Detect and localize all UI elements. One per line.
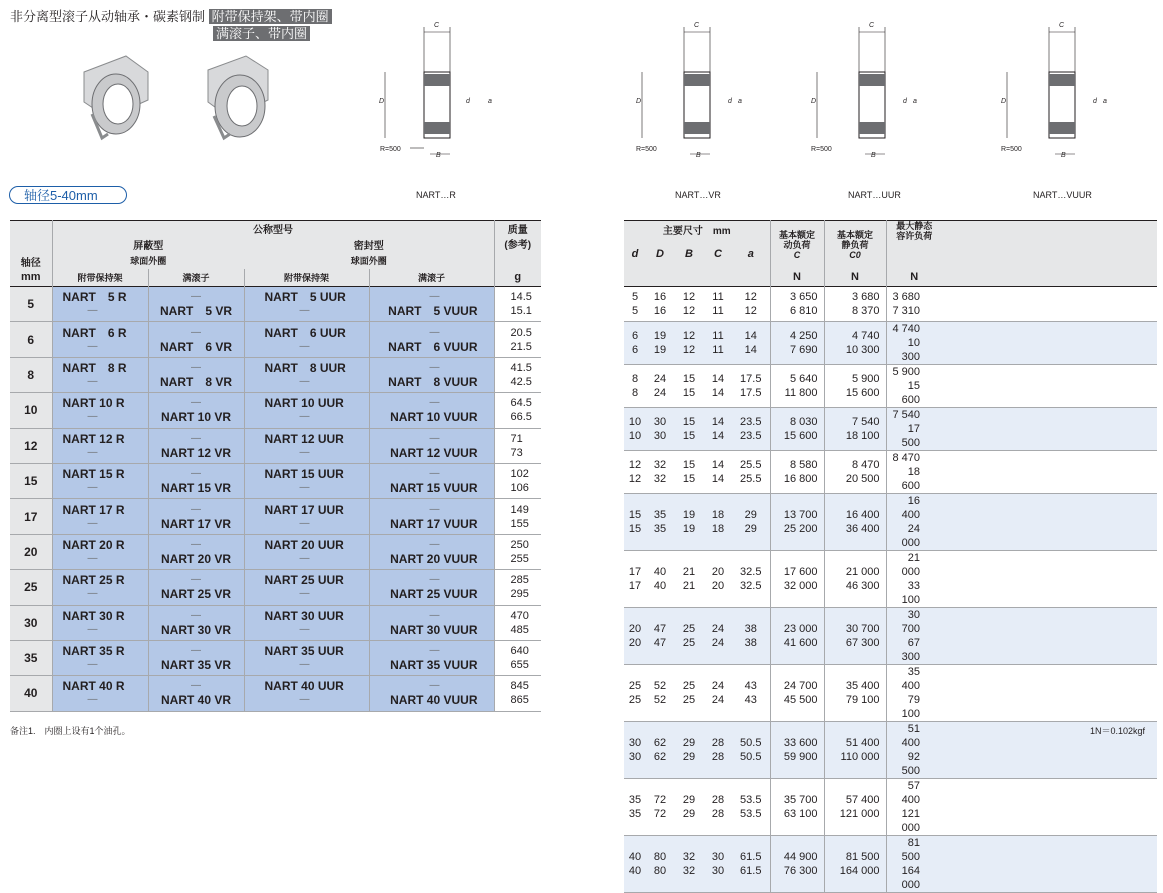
dim-cell: 53.5 53.5 xyxy=(732,779,770,836)
dim-cell: 30 30 xyxy=(646,408,674,451)
dim-cell: 32.5 32.5 xyxy=(732,551,770,608)
model-r: NART 17 R — xyxy=(52,499,148,534)
dim-cell: 23 000 41 600 xyxy=(770,608,824,665)
model-vr: — NART 12 VR xyxy=(148,428,244,463)
dim-cell: 5 640 11 800 xyxy=(770,365,824,408)
dim-cell: 6 6 xyxy=(624,322,646,365)
model-row xyxy=(10,428,541,463)
model-vuur: — NART 5 VUUR xyxy=(369,287,494,322)
model-row xyxy=(10,640,541,675)
model-row xyxy=(10,463,541,498)
dim-cell: 11 11 xyxy=(704,287,732,322)
dim-cell: 4 740 10 300 xyxy=(886,322,942,365)
dim-cell: 57 400 121 000 xyxy=(824,779,886,836)
dim-cell: 25 25 xyxy=(674,665,704,722)
dim-cell: 8 030 15 600 xyxy=(770,408,824,451)
mass: 149 155 xyxy=(494,499,541,534)
dimension-row xyxy=(624,365,1157,408)
dim-cell: 40 40 xyxy=(646,551,674,608)
model-vr: — NART 30 VR xyxy=(148,605,244,640)
dim-letter-b: B xyxy=(1061,152,1066,159)
dim-letter-r: R=500 xyxy=(380,146,401,153)
dim-cell: 50.5 50.5 xyxy=(732,722,770,779)
mass: 470 485 xyxy=(494,605,541,640)
dim-cell: 8 580 16 800 xyxy=(770,451,824,494)
dim-cell: 80 80 xyxy=(646,836,674,893)
model-uur: NART 8 UUR — xyxy=(244,357,369,392)
model-row xyxy=(10,605,541,640)
drawing-label-vr: NART…VR xyxy=(675,190,721,200)
bearing-photo-full xyxy=(200,52,278,142)
model-uur: NART 10 UUR — xyxy=(244,393,369,428)
row-size: 40 xyxy=(10,676,52,711)
dim-letter-d: D xyxy=(379,98,385,105)
model-vuur: — NART 40 VUUR xyxy=(369,676,494,711)
dim-letter-d: D xyxy=(811,98,817,105)
mass: 71 73 xyxy=(494,428,541,463)
dimension-row xyxy=(624,608,1157,665)
dim-cell: 43 43 xyxy=(732,665,770,722)
dim-cell: 24 700 45 500 xyxy=(770,665,824,722)
model-vr: — NART 20 VR xyxy=(148,534,244,569)
model-uur: NART 20 UUR — xyxy=(244,534,369,569)
model-r: NART 6 R — xyxy=(52,322,148,357)
model-uur: NART 30 UUR — xyxy=(244,605,369,640)
dimension-row xyxy=(624,408,1157,451)
model-vuur: — NART 6 VUUR xyxy=(369,322,494,357)
dim-cell: 25 25 xyxy=(674,608,704,665)
drawing-label-vuur: NART…VUUR xyxy=(1033,190,1092,200)
dim-cell: 16 400 36 400 xyxy=(824,494,886,551)
dim-cell: 29 29 xyxy=(674,722,704,779)
footnote: 备注1. 内圈上设有1个油孔。 xyxy=(10,726,131,736)
model-uur: NART 17 UUR — xyxy=(244,499,369,534)
dim-cell: 30 30 xyxy=(624,722,646,779)
h-shield: 屏蔽型 xyxy=(52,237,244,253)
mass: 102 106 xyxy=(494,463,541,498)
dim-cell: 30 700 67 300 xyxy=(824,608,886,665)
h-a: a xyxy=(732,239,770,269)
h-cage2: 附带保持架 xyxy=(244,269,369,287)
dim-cell: 15 15 xyxy=(674,365,704,408)
h-shaft: 轴径 xyxy=(10,221,52,269)
dimension-row xyxy=(624,779,1157,836)
dim-cell: 47 47 xyxy=(646,608,674,665)
dim-letter-a: a xyxy=(913,98,917,105)
dim-cell: 62 62 xyxy=(646,722,674,779)
dim-cell: 14 14 xyxy=(704,408,732,451)
h-static: 基本额定 静负荷 C0 xyxy=(824,221,886,269)
dim-cell: 14 14 xyxy=(732,322,770,365)
h-C: C xyxy=(704,239,732,269)
mass: 64.5 66.5 xyxy=(494,393,541,428)
row-size: 15 xyxy=(10,463,52,498)
dim-letter-b: B xyxy=(696,152,701,159)
h-sphere2: 球面外圈 xyxy=(244,253,494,269)
model-uur: NART 12 UUR — xyxy=(244,428,369,463)
drawing-label-r: NART…R xyxy=(416,190,456,200)
dim-cell: 15 15 xyxy=(674,408,704,451)
dimension-row xyxy=(624,665,1157,722)
model-vuur: — NART 12 VUUR xyxy=(369,428,494,463)
dim-cell: 5 900 15 600 xyxy=(824,365,886,408)
dim-cell: 57 400 121 000 xyxy=(886,779,942,836)
dim-letter-c: C xyxy=(694,22,700,29)
dim-cell: 35 400 79 100 xyxy=(824,665,886,722)
dim-cell: 16 400 24 000 xyxy=(886,494,942,551)
dim-cell: 21 000 33 100 xyxy=(886,551,942,608)
row-size: 25 xyxy=(10,570,52,605)
model-vr: — NART 15 VR xyxy=(148,463,244,498)
dim-letter-d: d xyxy=(903,98,907,105)
mass: 250 255 xyxy=(494,534,541,569)
model-r: NART 35 R — xyxy=(52,640,148,675)
h-mm: mm xyxy=(10,269,52,287)
h-n1: N xyxy=(770,269,824,287)
dim-cell: 19 19 xyxy=(674,494,704,551)
dim-cell: 51 400 92 500 xyxy=(886,722,942,779)
dim-cell: 14 14 xyxy=(704,451,732,494)
model-r: NART 30 R — xyxy=(52,605,148,640)
dim-cell: 81 500 164 000 xyxy=(886,836,942,893)
dimension-row xyxy=(624,551,1157,608)
row-size: 6 xyxy=(10,322,52,357)
model-uur: NART 40 UUR — xyxy=(244,676,369,711)
dim-cell: 29 29 xyxy=(674,779,704,836)
h-D: D xyxy=(646,239,674,269)
dim-cell: 14 14 xyxy=(704,365,732,408)
dim-cell: 35 700 63 100 xyxy=(770,779,824,836)
dim-cell: 11 11 xyxy=(704,322,732,365)
dim-cell: 3 680 7 310 xyxy=(886,287,942,322)
dimension-row xyxy=(624,836,1157,893)
dimension-row xyxy=(624,287,1157,322)
row-size: 35 xyxy=(10,640,52,675)
model-vuur: — NART 17 VUUR xyxy=(369,499,494,534)
row-size: 20 xyxy=(10,534,52,569)
dim-cell: 24 24 xyxy=(704,665,732,722)
dim-cell: 17 17 xyxy=(624,551,646,608)
model-vuur: — NART 30 VUUR xyxy=(369,605,494,640)
dim-cell: 24 24 xyxy=(646,365,674,408)
dim-cell: 17.5 17.5 xyxy=(732,365,770,408)
h-sphere1: 球面外圈 xyxy=(52,253,244,269)
dim-cell: 35 400 79 100 xyxy=(886,665,942,722)
model-vr: — NART 35 VR xyxy=(148,640,244,675)
dim-cell: 21 000 46 300 xyxy=(824,551,886,608)
drawing-label-uur: NART…UUR xyxy=(848,190,901,200)
dim-cell: 8 8 xyxy=(624,365,646,408)
dim-cell: 16 16 xyxy=(646,287,674,322)
dim-cell: 28 28 xyxy=(704,779,732,836)
model-r: NART 20 R — xyxy=(52,534,148,569)
model-vr: — NART 25 VR xyxy=(148,570,244,605)
dim-cell: 4 740 10 300 xyxy=(824,322,886,365)
dim-cell: 5 5 xyxy=(624,287,646,322)
h-seal: 密封型 xyxy=(244,237,494,253)
h-B: B xyxy=(674,239,704,269)
h-g: g xyxy=(494,269,541,287)
dim-letter-b: B xyxy=(871,152,876,159)
dim-cell: 4 250 7 690 xyxy=(770,322,824,365)
type-tag-full: 满滚子、带内圈 xyxy=(213,26,310,41)
dim-cell: 23.5 23.5 xyxy=(732,408,770,451)
h-dyn: 基本额定 动负荷 C xyxy=(770,221,824,269)
dim-cell: 8 470 18 600 xyxy=(886,451,942,494)
model-r: NART 15 R — xyxy=(52,463,148,498)
model-row xyxy=(10,676,541,711)
model-row xyxy=(10,322,541,357)
row-size: 30 xyxy=(10,605,52,640)
model-row xyxy=(10,287,541,322)
model-r: NART 5 R — xyxy=(52,287,148,322)
model-vr: — NART 5 VR xyxy=(148,287,244,322)
dim-cell: 72 72 xyxy=(646,779,674,836)
model-vr: — NART 40 VR xyxy=(148,676,244,711)
dim-letter-c: C xyxy=(434,22,440,29)
model-vuur: — NART 25 VUUR xyxy=(369,570,494,605)
mass: 285 295 xyxy=(494,570,541,605)
dim-letter-a: a xyxy=(1103,98,1107,105)
model-vuur: — NART 10 VUUR xyxy=(369,393,494,428)
dim-letter-d: d xyxy=(466,98,470,105)
dim-cell: 3 680 8 370 xyxy=(824,287,886,322)
model-r: NART 40 R — xyxy=(52,676,148,711)
dim-cell: 21 21 xyxy=(674,551,704,608)
dim-letter-d: D xyxy=(636,98,642,105)
dim-cell: 35 35 xyxy=(646,494,674,551)
type-tag-cage: 附带保持架、带内圈 xyxy=(209,9,332,24)
drawing-r xyxy=(370,22,510,162)
dim-cell: 7 540 18 100 xyxy=(824,408,886,451)
dim-cell: 12 12 xyxy=(624,451,646,494)
model-r: NART 12 R — xyxy=(52,428,148,463)
dim-letter-c: C xyxy=(869,22,875,29)
unit-note: 1N＝0.102kgf xyxy=(1090,726,1146,736)
dim-cell: 33 600 59 900 xyxy=(770,722,824,779)
dim-letter-c: C xyxy=(1059,22,1065,29)
dim-cell: 13 700 25 200 xyxy=(770,494,824,551)
model-r: NART 8 R — xyxy=(52,357,148,392)
h-cage: 附带保持架 xyxy=(52,269,148,287)
dim-cell: 30 700 67 300 xyxy=(886,608,942,665)
dim-cell: 28 28 xyxy=(704,722,732,779)
dim-cell: 52 52 xyxy=(646,665,674,722)
row-size: 8 xyxy=(10,357,52,392)
dimension-row xyxy=(624,451,1157,494)
h-main: 主要尺寸 mm xyxy=(624,221,770,239)
dim-cell: 25.5 25.5 xyxy=(732,451,770,494)
h-model: 公称型号 xyxy=(52,221,494,237)
model-uur: NART 6 UUR — xyxy=(244,322,369,357)
dim-letter-b: B xyxy=(436,152,441,159)
model-vr: — NART 17 VR xyxy=(148,499,244,534)
dim-letter-r: R=500 xyxy=(1001,146,1022,153)
model-vuur: — NART 20 VUUR xyxy=(369,534,494,569)
mass: 41.5 42.5 xyxy=(494,357,541,392)
dim-cell: 30 30 xyxy=(704,836,732,893)
dim-cell: 17 600 32 000 xyxy=(770,551,824,608)
dim-cell: 32 32 xyxy=(674,836,704,893)
dim-cell: 12 12 xyxy=(674,322,704,365)
mass: 20.5 21.5 xyxy=(494,322,541,357)
dim-cell: 81 500 164 000 xyxy=(824,836,886,893)
h-n2: N xyxy=(824,269,886,287)
model-row xyxy=(10,570,541,605)
dim-cell: 3 650 6 810 xyxy=(770,287,824,322)
title-text: 非分离型滚子从动轴承・碳素钢制 xyxy=(10,9,206,24)
row-size: 10 xyxy=(10,393,52,428)
dim-letter-d: d xyxy=(728,98,732,105)
dim-cell: 51 400 110 000 xyxy=(824,722,886,779)
mass: 845 865 xyxy=(494,676,541,711)
dim-cell: 29 29 xyxy=(732,494,770,551)
dim-cell: 8 470 20 500 xyxy=(824,451,886,494)
model-uur: NART 35 UUR — xyxy=(244,640,369,675)
dim-cell: 61.5 61.5 xyxy=(732,836,770,893)
dim-cell: 25 25 xyxy=(624,665,646,722)
mass: 640 655 xyxy=(494,640,541,675)
dim-letter-a: a xyxy=(488,98,492,105)
dim-cell: 38 38 xyxy=(732,608,770,665)
dimension-row xyxy=(624,722,1157,779)
dim-letter-r: R=500 xyxy=(811,146,832,153)
model-uur: NART 5 UUR — xyxy=(244,287,369,322)
drawing-uur xyxy=(805,22,945,162)
dim-cell: 12 12 xyxy=(732,287,770,322)
model-vr: — NART 8 VR xyxy=(148,357,244,392)
model-vuur: — NART 35 VUUR xyxy=(369,640,494,675)
dim-cell: 44 900 76 300 xyxy=(770,836,824,893)
dim-cell: 20 20 xyxy=(704,551,732,608)
model-vuur: — NART 8 VUUR xyxy=(369,357,494,392)
model-row xyxy=(10,534,541,569)
model-r: NART 25 R — xyxy=(52,570,148,605)
model-uur: NART 25 UUR — xyxy=(244,570,369,605)
dim-cell: 10 10 xyxy=(624,408,646,451)
mass: 14.5 15.1 xyxy=(494,287,541,322)
page-title xyxy=(10,6,332,25)
model-uur: NART 15 UUR — xyxy=(244,463,369,498)
dim-cell: 32 32 xyxy=(646,451,674,494)
dim-cell: 15 15 xyxy=(674,451,704,494)
row-size: 12 xyxy=(10,428,52,463)
model-row xyxy=(10,357,541,392)
model-vr: — NART 6 VR xyxy=(148,322,244,357)
drawing-vr xyxy=(630,22,770,162)
dim-cell: 40 40 xyxy=(624,836,646,893)
h-full: 满滚子 xyxy=(148,269,244,287)
h-d: d xyxy=(624,239,646,269)
model-vuur: — NART 15 VUUR xyxy=(369,463,494,498)
model-vr: — NART 10 VR xyxy=(148,393,244,428)
dim-cell: 35 35 xyxy=(624,779,646,836)
model-r: NART 10 R — xyxy=(52,393,148,428)
bearing-photo-cage xyxy=(78,52,156,142)
dim-letter-a: a xyxy=(738,98,742,105)
row-size: 5 xyxy=(10,287,52,322)
model-table xyxy=(10,220,541,712)
dim-cell: 5 900 15 600 xyxy=(886,365,942,408)
drawing-vuur xyxy=(995,22,1135,162)
h-full2: 满滚子 xyxy=(369,269,494,287)
model-row xyxy=(10,393,541,428)
dimension-row xyxy=(624,494,1157,551)
dim-cell: 12 12 xyxy=(674,287,704,322)
h-mass: 质量 (参考) xyxy=(494,221,541,253)
model-row xyxy=(10,499,541,534)
h-n3: N xyxy=(886,269,942,287)
dim-cell: 15 15 xyxy=(624,494,646,551)
dim-cell: 19 19 xyxy=(646,322,674,365)
dim-cell: 7 540 17 500 xyxy=(886,408,942,451)
dim-letter-d: d xyxy=(1093,98,1097,105)
dimension-table xyxy=(624,220,1157,893)
h-max: 最大静态 容许负荷 xyxy=(886,221,942,269)
dimension-row xyxy=(624,322,1157,365)
dim-letter-r: R=500 xyxy=(636,146,657,153)
dim-cell: 20 20 xyxy=(624,608,646,665)
dim-cell: 18 18 xyxy=(704,494,732,551)
dim-letter-d: D xyxy=(1001,98,1007,105)
shaft-range-label: 轴径5-40mm xyxy=(9,186,127,204)
row-size: 17 xyxy=(10,499,52,534)
dim-cell: 24 24 xyxy=(704,608,732,665)
